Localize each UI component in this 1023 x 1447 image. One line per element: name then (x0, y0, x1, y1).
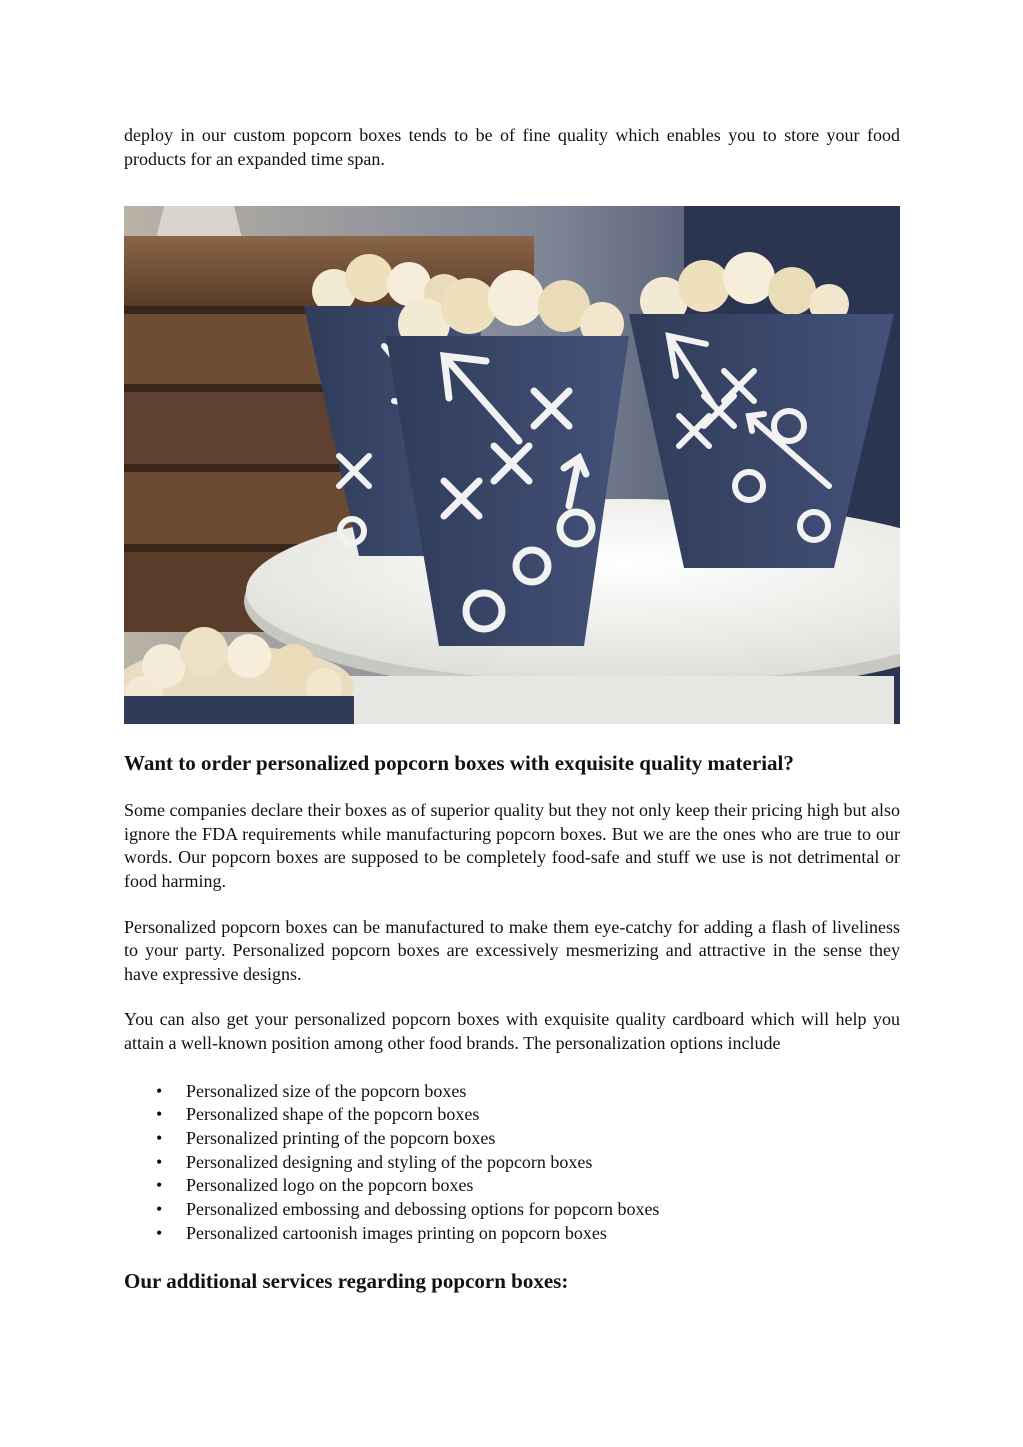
list-item: • Personalized logo on the popcorn boxes (186, 1174, 900, 1198)
section1-paragraph-1: Some companies declare their boxes as of superior quality but they not only keep their pricing high but also ignore the FDA requirements while manufacturing popcorn boxes. But we are the ones who are true to our words. Our popcorn boxes are supposed to be completely food-safe and stuff we use is not detrimental or food harming. (124, 800, 900, 891)
list-item: • Personalized printing of the popcorn boxes (186, 1127, 900, 1151)
section1-paragraph-3: You can also get your personalized popcorn boxes with exquisite quality cardboard which will help you attain a well-known position among other food brands. The personalization options include (124, 1009, 900, 1053)
section1-heading: Want to order personalized popcorn boxes with exquisite quality material? (124, 751, 794, 776)
popcorn-boxes-photo (124, 206, 900, 724)
list-item: • Personalized embossing and debossing options for popcorn boxes (186, 1198, 900, 1222)
personalization-options-list (124, 1080, 900, 1246)
section2-heading: Our additional services regarding popcorn boxes: (124, 1269, 569, 1294)
section1-paragraph-2: Personalized popcorn boxes can be manufactured to make them eye-catchy for adding a flash of liveliness to your party. Personalized popcorn boxes are excessively mesmerizing and attractive in the sense they have expressive designs. (124, 916, 900, 984)
list-item: • Personalized cartoonish images printing on popcorn boxes (186, 1222, 900, 1246)
document-page (124, 124, 900, 1295)
list-item: • Personalized shape of the popcorn boxes (186, 1103, 900, 1127)
list-item: • Personalized designing and styling of the popcorn boxes (186, 1151, 900, 1175)
intro-paragraph: deploy in our custom popcorn boxes tends to be of fine quality which enables you to store your food products for an expanded time span. (124, 125, 900, 169)
list-item: • Personalized size of the popcorn boxes (186, 1080, 900, 1104)
